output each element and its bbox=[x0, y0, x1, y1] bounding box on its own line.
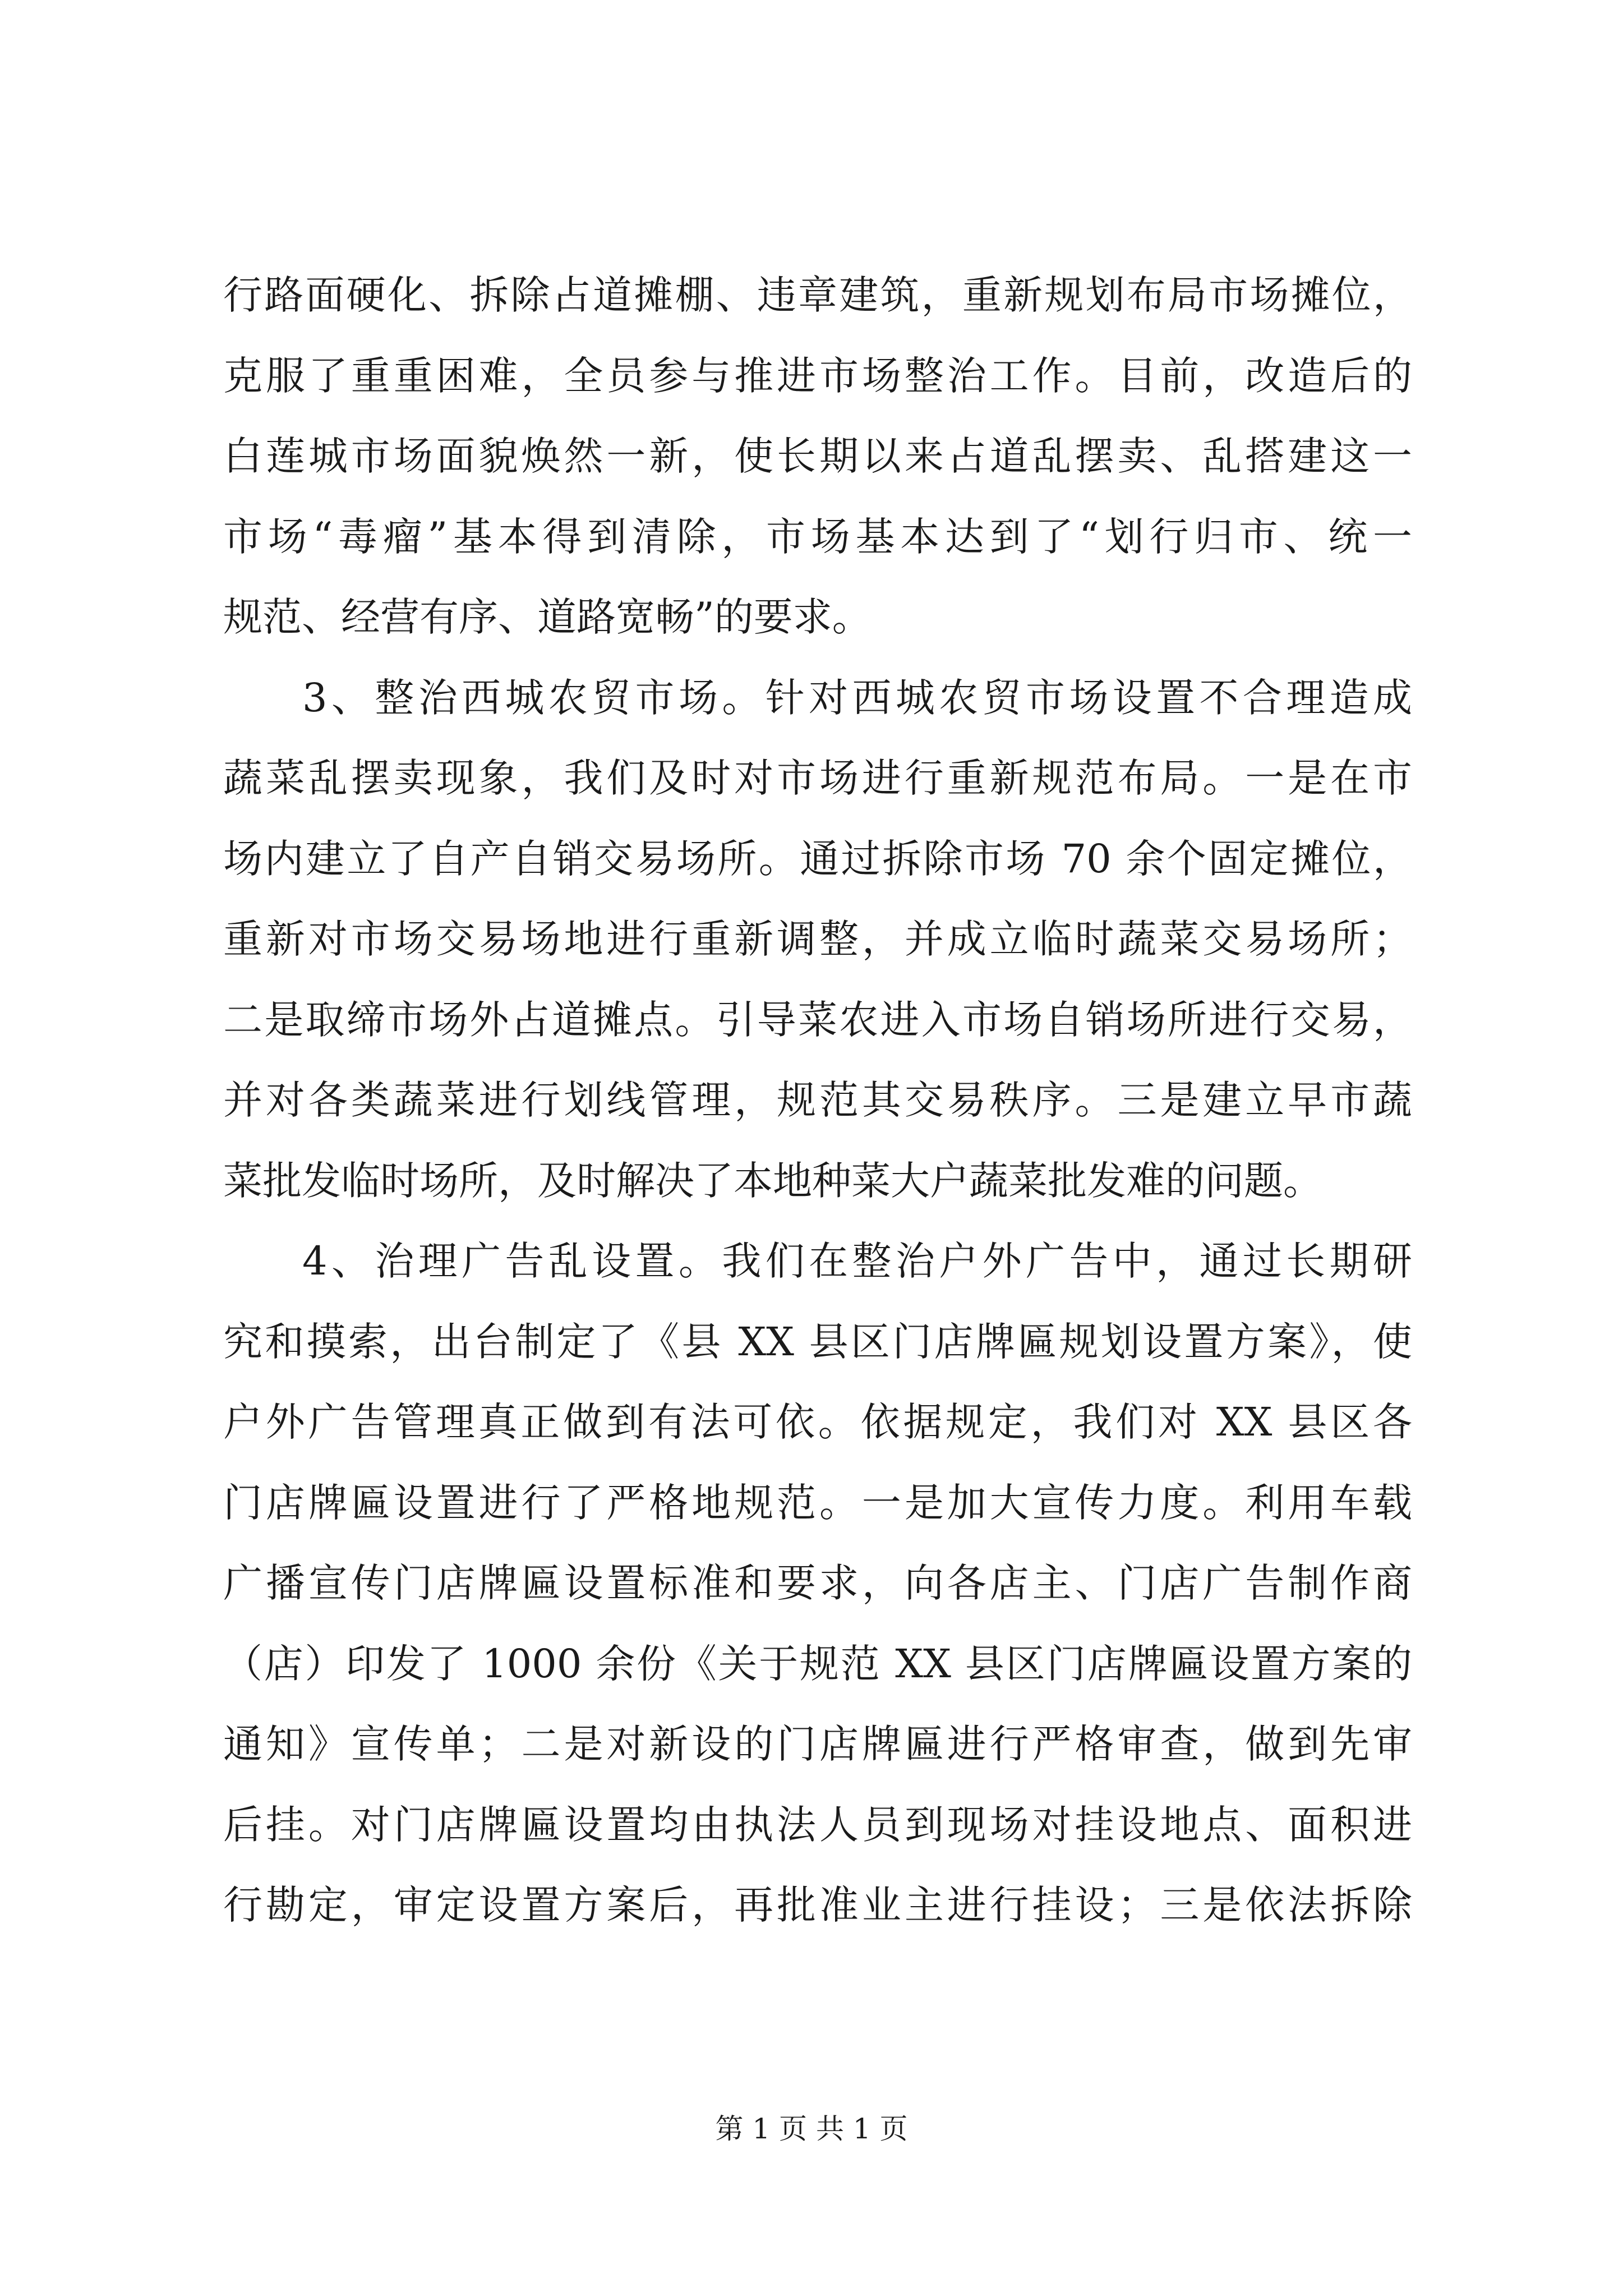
text-line: 并对各类蔬菜进行划线管理，规范其交易秩序。三是建立早市蔬 bbox=[223, 1077, 1412, 1123]
page-number-label: 第 1 页 共 1 页 bbox=[715, 2113, 908, 2145]
text-line: 规范、经营有序、道路宽畅”的要求。 bbox=[223, 594, 872, 640]
page-footer bbox=[0, 2109, 1623, 2148]
text-line: 重新对市场交易场地进行重新调整，并成立临时蔬菜交易场所； bbox=[223, 916, 1412, 962]
text-line: 广播宣传门店牌匾设置标准和要求，向各店主、门店广告制作商 bbox=[223, 1560, 1412, 1606]
paragraph-start-line: 3、整治西城农贸市场。针对西城农贸市场设置不合理造成 bbox=[302, 674, 1412, 721]
text-line: 蔬菜乱摆卖现象，我们及时对市场进行重新规范布局。一是在市 bbox=[223, 755, 1412, 801]
text-line: 场内建立了自产自销交易场所。通过拆除市场 70 余个固定摊位， bbox=[223, 835, 1412, 882]
text-line: 通知》宣传单；二是对新设的门店牌匾进行严格审查，做到先审 bbox=[223, 1721, 1412, 1767]
text-line: 市场“毒瘤”基本得到清除，市场基本达到了“划行归市、统一 bbox=[223, 513, 1412, 560]
text-line: 究和摸索，出台制定了《县 XX 县区门店牌匾规划设置方案》，使 bbox=[223, 1318, 1412, 1365]
document-body bbox=[223, 255, 1412, 1946]
text-line: 行勘定，审定设置方案后，再批准业主进行挂设；三是依法拆除 bbox=[223, 1882, 1412, 1928]
text-line: 户外广告管理真正做到有法可依。依据规定，我们对 XX 县区各 bbox=[223, 1399, 1412, 1445]
text-line: 后挂。对门店牌匾设置均由执法人员到现场对挂设地点、面积进 bbox=[223, 1801, 1412, 1848]
text-line: （店）印发了 1000 余份《关于规范 XX 县区门店牌匾设置方案的 bbox=[223, 1640, 1412, 1687]
text-line: 菜批发临时场所，及时解决了本地种菜大户蔬菜批发难的问题。 bbox=[223, 1157, 1322, 1204]
text-line: 白莲城市场面貌焕然一新，使长期以来占道乱摆卖、乱搭建这一 bbox=[223, 433, 1412, 479]
paragraph-start-line: 4、治理广告乱设置。我们在整治户外广告中，通过长期研 bbox=[302, 1238, 1412, 1284]
text-line: 克服了重重困难，全员参与推进市场整治工作。目前，改造后的 bbox=[223, 352, 1412, 399]
text-line: 二是取缔市场外占道摊点。引导菜农进入市场自销场所进行交易， bbox=[223, 996, 1412, 1043]
text-line: 行路面硬化、拆除占道摊棚、违章建筑，重新规划布局市场摊位， bbox=[223, 272, 1412, 318]
text-line: 门店牌匾设置进行了严格地规范。一是加大宣传力度。利用车载 bbox=[223, 1479, 1412, 1526]
